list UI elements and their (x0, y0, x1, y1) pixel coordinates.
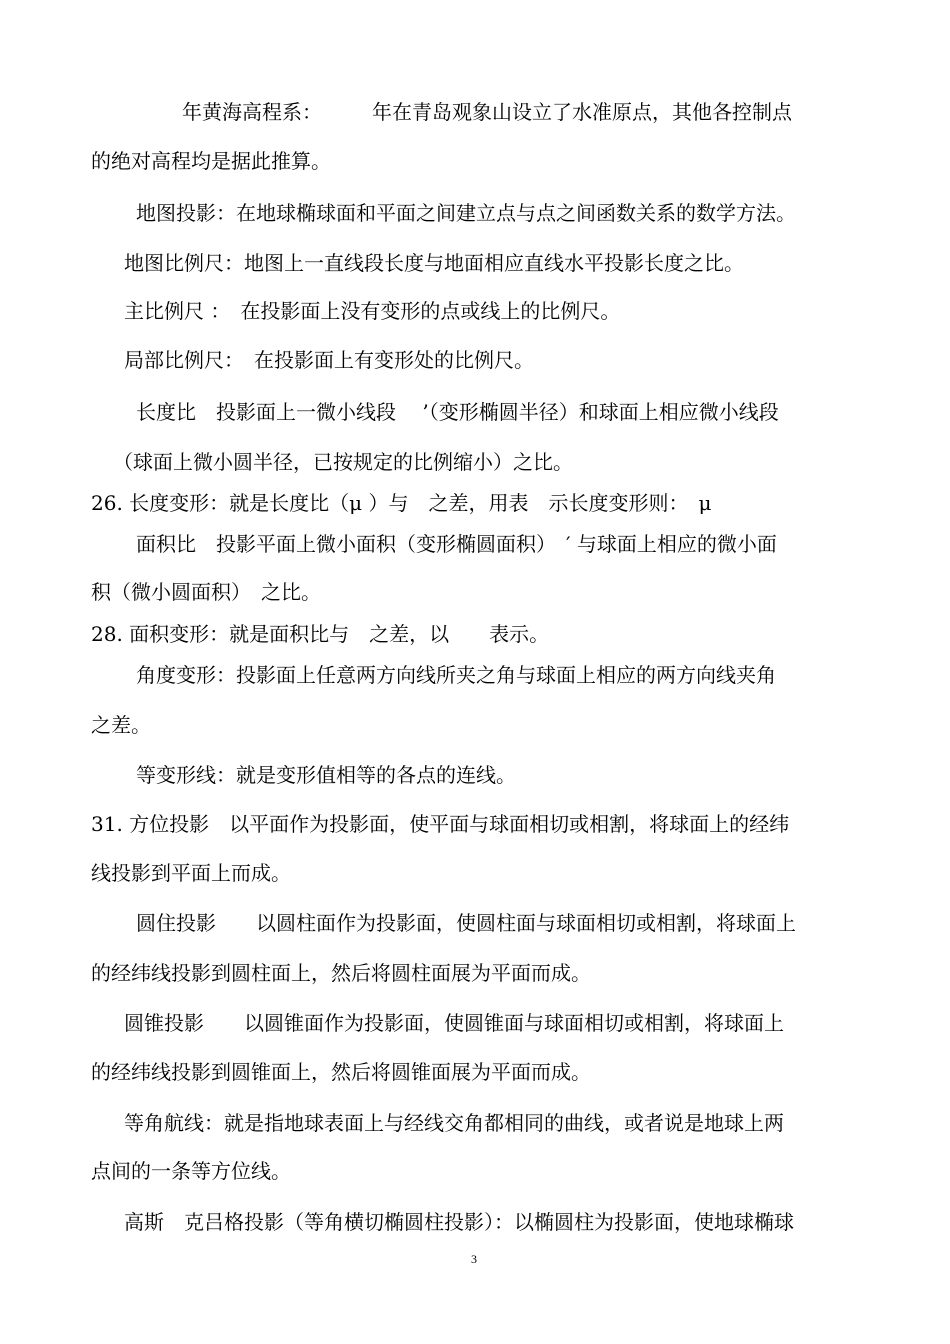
text-line: 26. 长度变形：就是长度比（μ ）与 之差，用表 示长度变形则： μ (91, 491, 712, 515)
text-line: 28. 面积变形：就是面积比与 之差，以 表示。 (91, 622, 550, 646)
text-line: 的经纬线投影到圆柱面上，然后将圆柱面展为平面而成。 (91, 961, 591, 985)
text-line: 积（微小圆面积） 之比。 (91, 580, 321, 604)
text-line: 圆锥投影 以圆锥面作为投影面，使圆锥面与球面相切或相割，将球面上 (124, 1011, 784, 1035)
text-line: （球面上微小圆半径，已按规定的比例缩小）之比。 (113, 450, 573, 474)
text-line: 圆住投影 以圆柱面作为投影面，使圆柱面与球面相切或相割，将球面上 (136, 911, 796, 935)
text-line: 之差。 (91, 713, 151, 737)
text-line: 地图比例尺：地图上一直线段长度与地面相应直线水平投影长度之比。 (124, 251, 744, 275)
text-line: 角度变形：投影面上任意两方向线所夹之角与球面上相应的两方向线夹角 (136, 663, 776, 687)
text-line: 面积比 投影平面上微小面积（变形椭圆面积） ′ 与球面上相应的微小面 (136, 532, 777, 556)
text-line: 等角航线：就是指地球表面上与经线交角都相同的曲线，或者说是地球上两 (124, 1111, 784, 1135)
text-line: 的绝对高程均是据此推算。 (91, 149, 331, 173)
text-line: 线投影到平面上而成。 (91, 861, 291, 885)
text-line: 的经纬线投影到圆锥面上，然后将圆锥面展为平面而成。 (91, 1060, 591, 1084)
text-line: 主比例尺 ： 在投影面上没有变形的点或线上的比例尺。 (124, 299, 621, 323)
text-line: 高斯 克吕格投影（等角横切椭圆柱投影）：以椭圆柱为投影面，使地球椭球 (124, 1210, 794, 1234)
page-number: 3 (471, 1252, 477, 1266)
text-line: 等变形线：就是变形值相等的各点的连线。 (136, 763, 516, 787)
text-line: 地图投影：在地球椭球面和平面之间建立点与点之间函数关系的数学方法。 (136, 201, 796, 225)
text-line: 年黄海高程系： 年在青岛观象山设立了水准原点，其他各控制点 (182, 100, 792, 124)
text-line: 点间的一条等方位线。 (91, 1159, 291, 1183)
text-line: 长度比 投影面上一微小线段 ’（变形椭圆半径）和球面上相应微小线段 (136, 400, 779, 424)
text-line: 局部比例尺： 在投影面上有变形处的比例尺。 (124, 348, 534, 372)
text-line: 31. 方位投影 以平面作为投影面，使平面与球面相切或相割，将球面上的经纬 (91, 812, 790, 836)
